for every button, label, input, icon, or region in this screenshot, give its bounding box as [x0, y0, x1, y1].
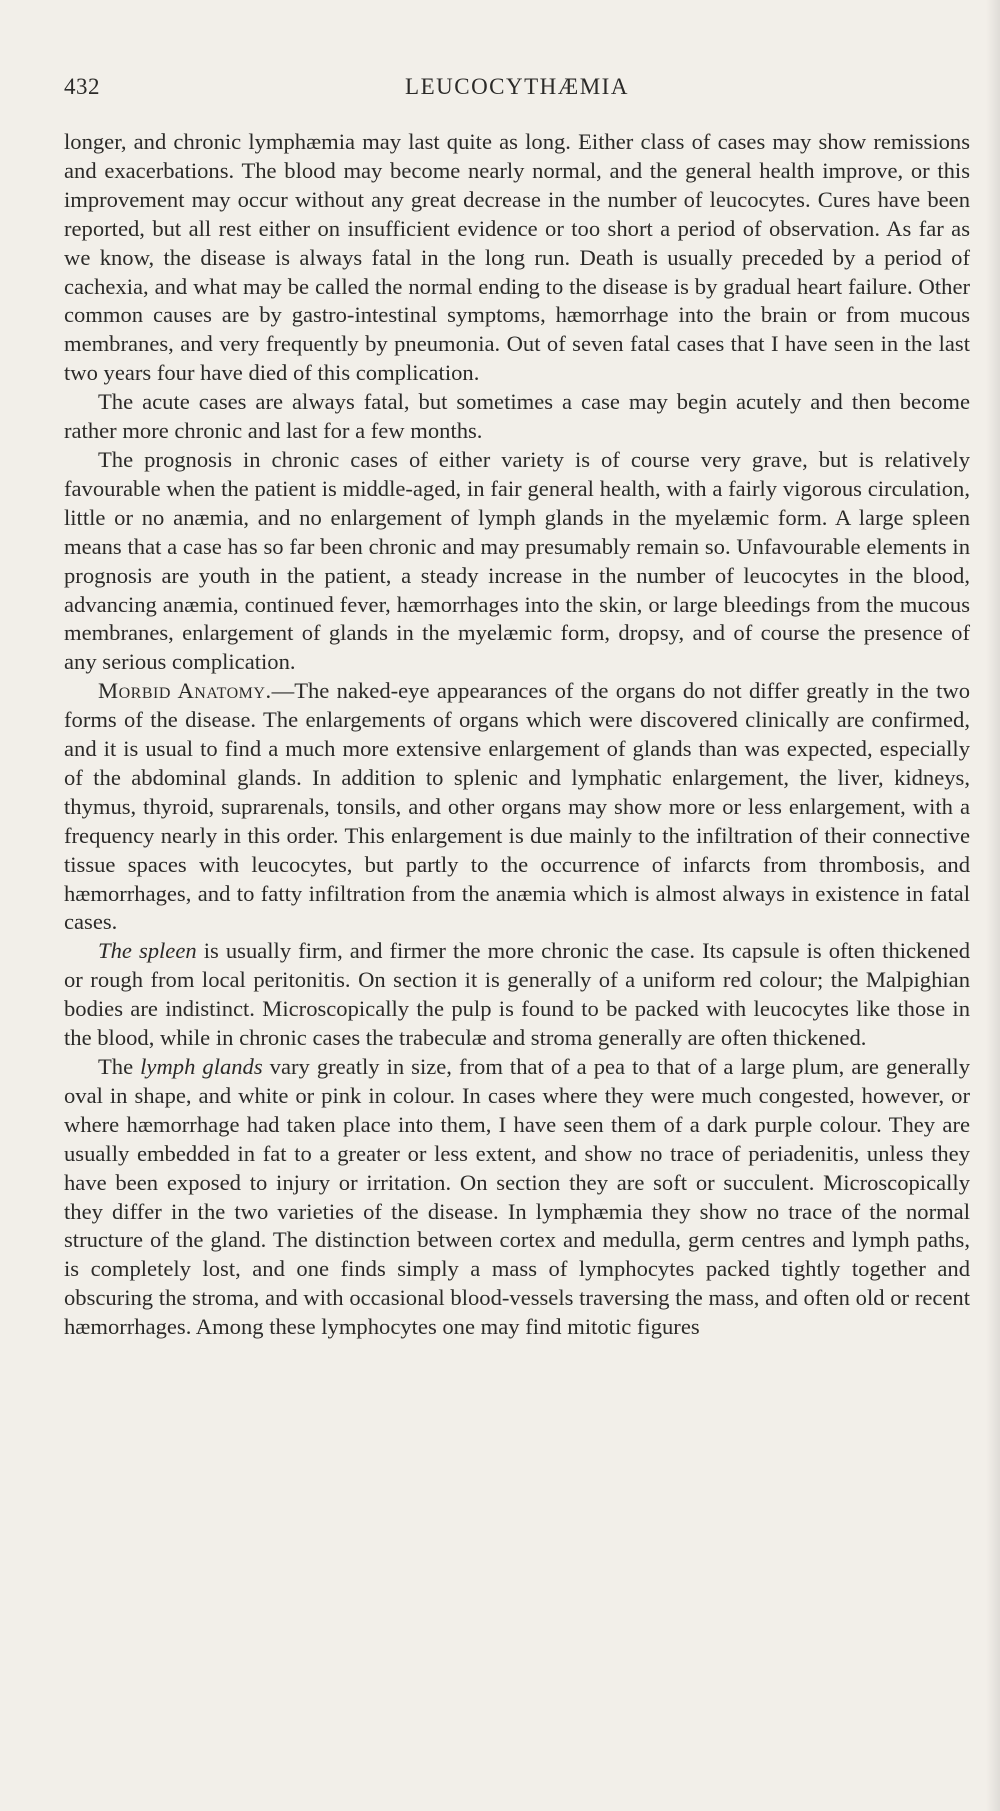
running-header [64, 74, 970, 114]
term-spleen: The spleen [98, 938, 197, 964]
paragraph-text-pre: The [98, 1054, 141, 1079]
page-body [64, 128, 970, 1342]
page-edge-shadow [986, 0, 1000, 1811]
page-number: 432 [64, 74, 100, 99]
term-lymph-glands: lymph glands [140, 1054, 263, 1079]
paragraph-morbid-anatomy [64, 677, 970, 937]
paragraph-text: vary greatly in size, from that of a pea to that of a large plum, are generally oval in shape, and white or pink in colour. In cases where they were much congested, however, or where hæmorrhage had taken place into them, I have seen them of a dark purple colour. They are usually embedded in fat to a greater or less extent, and show no trace of periadenitis, unless they have been exposed to injury or irritation. On section they are soft or succulent. Microscopically they differ in the two varieties of the disease. In lymphæmia they show no trace of the normal structure of the gland. The distinction between cortex and medulla, germ centres and lymph paths, is completely lost, and one finds simply a mass of lymphocytes packed tightly together and obscuring the stroma, and with occasional blood-vessels traversing the mass, and often old or recent hæmorrhages. Among these lymphocytes one may find mitotic figures [64, 1054, 970, 1340]
paragraph-continuation: longer, and chronic lymphæmia may last quite as long. Either class of cases may show remissions and exacerbations. The blood may become nearly normal, and the general health improve, or this improvement may occur without any great decrease in the number of leucocytes. Cures have been reported, but all rest either on insufficient evidence or too short a period of observation. As far as we know, the disease is always fatal in the long run. Death is usually preceded by a period of cachexia, and what may be called the normal ending to the disease is by gradual heart failure. Other common causes are by gastro-intestinal symptoms, hæmorrhage into the brain or from mucous membranes, and very frequently by pneumonia. Out of seven fatal cases that I have seen in the last two years four have died of this complication. [64, 129, 970, 386]
running-title: LEUCOCYTHÆMIA [405, 74, 629, 99]
paragraph-acute-cases: The acute cases are always fatal, but sometimes a case may begin acutely and then become rather more chronic and last for a few months. [64, 389, 970, 444]
paragraph-prognosis: The prognosis in chronic cases of either variety is of course very grave, but is relatively favourable when the patient is middle-aged, in fair general health, with a fairly vigorous circulation, little or no anæmia, and no enlargement of lymph glands in the myelæmic form. A large spleen means that a case has so far been chronic and may presumably remain so. Unfavourable elements in prognosis are youth in the patient, a steady increase in the number of leucocytes in the blood, advancing anæmia, continued fever, hæmorrhages into the skin, or large bleedings from the mucous membranes, enlargement of glands in the myelæmic form, dropsy, and of course the presence of any serious complication. [64, 446, 970, 675]
paragraph-lymph-glands [64, 1053, 970, 1342]
paragraph-text: is usually firm, and firmer the more chronic the case. Its capsule is often thickened or rough from local peritonitis. On section it is generally of a uniform red colour; the Malpighian bodies are indistinct. Microscopically the pulp is found to be packed with leucocytes like those in the blood, while in chronic cases the trabeculæ and stroma generally are often thickened. [64, 938, 970, 1051]
paragraph-spleen [64, 937, 970, 1053]
section-heading-morbid-anatomy: Morbid Anatomy. [98, 678, 272, 704]
paragraph-text: —The naked-eye appearances of the organs do not differ greatly in the two forms of the disease. The enlargements of organs which were discovered clinically are confirmed, and it is usual to find a much more extensive enlargement of glands than was expected, especially of the abdominal glands. In addition to splenic and lymphatic enlargement, the liver, kidneys, thymus, thyroid, suprarenals, tonsils, and other organs may show more or less enlargement, with a frequency nearly in this order. This enlargement is due mainly to the infiltration of their connective tissue spaces with leucocytes, but partly to the occurrence of infarcts from thrombosis, and hæmorrhages, and to fatty infiltration from the anæmia which is almost always in existence in fatal cases. [64, 678, 970, 935]
